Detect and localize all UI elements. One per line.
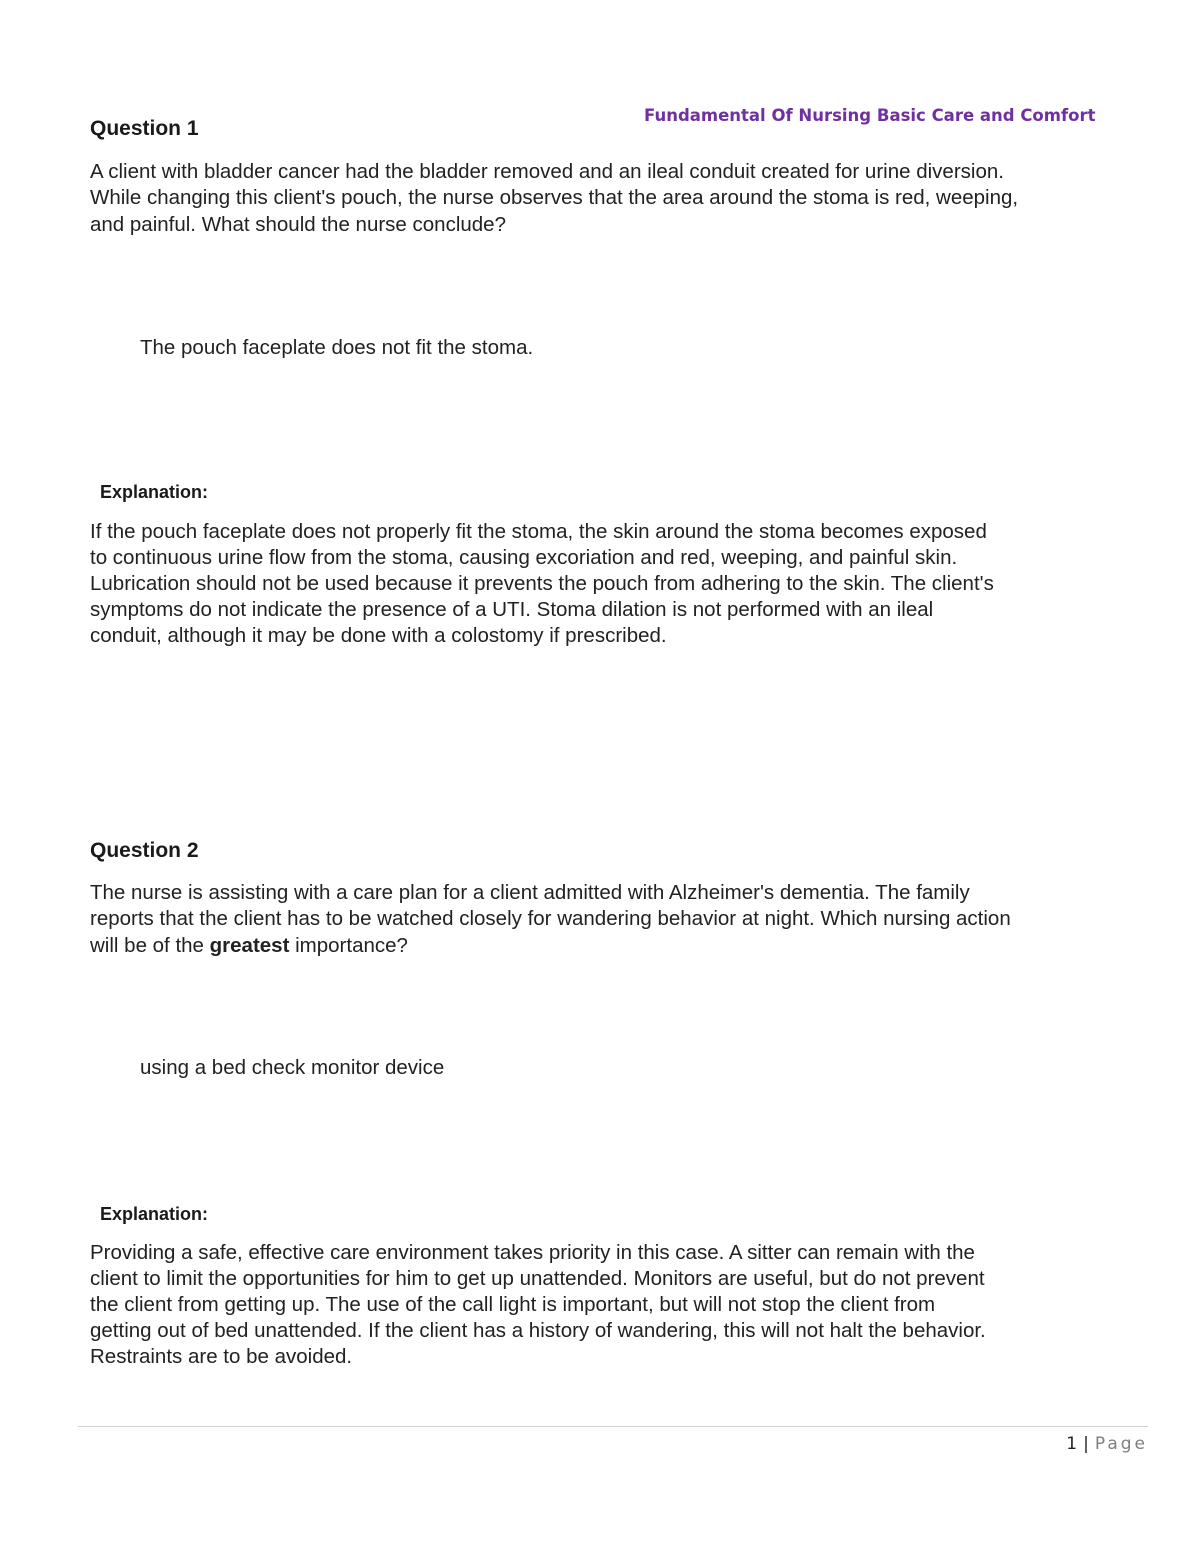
question-2-explanation-line: Restraints are to be avoided. <box>90 1345 353 1369</box>
page-separator: | <box>1083 1434 1089 1454</box>
question-1-explanation-line: to continuous urine flow from the stoma, causing excoriation and red, weeping, and painful skin. <box>90 546 958 570</box>
question-1-explanation-line: symptoms do not indicate the presence of a UTI. Stoma dilation is not performed with an ileal <box>90 598 934 622</box>
question-1-explanation-line: If the pouch faceplate does not properly fit the stoma, the skin around the stoma becomes exposed <box>90 520 987 543</box>
question-1-explanation-line: Lubrication should not be used because it prevents the pouch from adhering to the skin. The client's <box>90 572 994 596</box>
question-2-explanation <box>90 1240 1150 1370</box>
question-2-emphasis: greatest <box>209 933 290 957</box>
page-number: 1 <box>1066 1434 1078 1454</box>
question-2-answer: using a bed check monitor device <box>140 1056 445 1079</box>
document-header-title: Fundamental Of Nursing Basic Care and Comfort <box>644 106 1096 125</box>
footer-divider <box>78 1426 1148 1427</box>
question-1-text-line: A client with bladder cancer had the bladder removed and an ileal conduit created for urine diversion. <box>90 160 1004 183</box>
question-2-explanation-line: Providing a safe, effective care environment takes priority in this case. A sitter can remain with the <box>90 1241 975 1264</box>
question-1-explanation-line: conduit, although it may be done with a colostomy if prescribed. <box>90 624 667 648</box>
question-1-answer: The pouch faceplate does not fit the stoma. <box>140 336 534 359</box>
question-1-heading: Question 1 <box>90 117 199 140</box>
question-1-explanation <box>90 519 1150 649</box>
question-1-text-line: and painful. What should the nurse conclude? <box>90 212 506 236</box>
question-2-explanation-line: client to limit the opportunities for him to get up unattended. Monitors are useful, but do not prevent <box>90 1267 985 1291</box>
question-2-text-line: The nurse is assisting with a care plan for a client admitted with Alzheimer's dementia. The family <box>90 881 970 904</box>
question-2-text-post: importance? <box>289 933 408 957</box>
page-number-footer <box>1066 1434 1148 1454</box>
question-2-text <box>90 880 1150 959</box>
question-2-text-line-3 <box>90 933 1150 959</box>
question-2-explanation-line: getting out of bed unattended. If the client has a history of wandering, this will not halt the behavior. <box>90 1319 986 1343</box>
question-2-heading: Question 2 <box>90 839 199 862</box>
question-2-explanation-label: Explanation: <box>100 1204 209 1224</box>
question-2-text-line: reports that the client has to be watched closely for wandering behavior at night. Which nursing action <box>90 907 1011 931</box>
question-1-explanation-label: Explanation: <box>100 482 209 502</box>
question-2-text-pre: will be of the <box>90 933 210 957</box>
question-1-text <box>90 159 1150 238</box>
question-2-explanation-line: the client from getting up. The use of the call light is important, but will not stop the client from <box>90 1293 936 1317</box>
page-label: Page <box>1094 1434 1148 1454</box>
question-1-text-line: While changing this client's pouch, the nurse observes that the area around the stoma is red, weeping, <box>90 186 1019 210</box>
